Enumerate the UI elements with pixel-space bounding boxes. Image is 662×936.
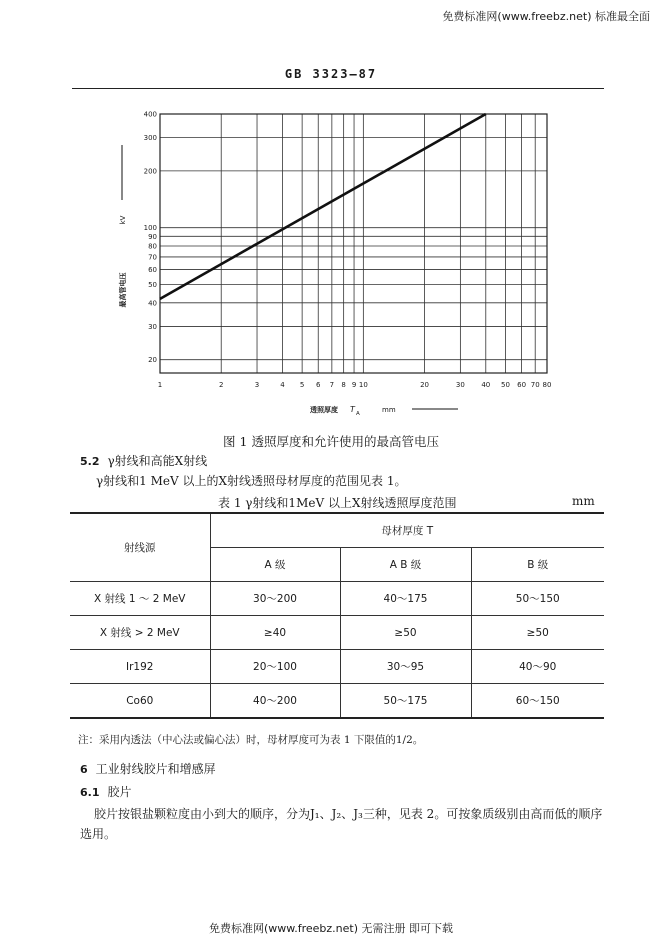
y-tick-label: 40	[148, 299, 157, 308]
site-note-bottom: 免费标准网(www.freebz.net) 无需注册 即可下载	[208, 922, 454, 935]
section-6-number: 6	[80, 763, 88, 776]
x-tick-label: 3	[254, 381, 260, 389]
x-axis-unit: mm	[382, 406, 396, 414]
y-tick-label: 20	[148, 356, 157, 365]
site-note-top: 免费标准网(www.freebz.net) 标准最全面	[442, 10, 650, 23]
x-tick-labels	[158, 381, 552, 389]
cell-grade-ab: ≥50	[340, 616, 471, 650]
cell-grade-a: 40～200	[210, 684, 340, 719]
cell-grade-a: ≥40	[210, 616, 340, 650]
section-5-2-number: 5.2	[80, 455, 100, 468]
cell-grade-a: 20～100	[210, 650, 340, 684]
y-axis-label: 最高管电压	[119, 272, 127, 308]
y-tick-labels	[144, 111, 157, 365]
cell-grade-b: 60～150	[471, 684, 604, 719]
y-tick-label: 300	[143, 134, 157, 143]
y-axis-unit: kV	[119, 215, 127, 225]
cell-grade-ab: 30～95	[340, 650, 471, 684]
voltage-thickness-chart	[100, 100, 570, 422]
x-tick-label: 2	[218, 381, 224, 389]
series-line-max-voltage	[160, 114, 486, 299]
cell-grade-ab: 50～175	[340, 684, 471, 719]
table-row	[70, 582, 604, 616]
thickness-header-text: 母材厚度 T	[381, 525, 434, 537]
section-6-title: 工业射线胶片和增感屏	[95, 762, 216, 776]
section-6-heading	[80, 760, 216, 777]
cell-source: X 射线 1 ～ 2 MeV	[70, 582, 210, 616]
x-tick-label: 5	[299, 381, 305, 389]
cell-grade-b: 50～150	[471, 582, 604, 616]
section-5-2-heading	[80, 452, 207, 469]
figure-caption: 图 1 透照厚度和允许使用的最高管电压	[223, 434, 439, 449]
cell-source: Ir192	[70, 650, 210, 684]
x-tick-label: 20	[420, 381, 430, 389]
x-tick-label: 70	[530, 381, 540, 389]
section-6-1-number: 6.1	[80, 786, 100, 799]
section-5-2-title: γ射线和高能X射线	[107, 454, 208, 468]
table-row	[70, 650, 604, 684]
column-header-grade-b: B 级	[471, 548, 604, 582]
cell-grade-ab: 40～175	[340, 582, 471, 616]
x-tick-label: 8	[341, 381, 346, 389]
y-tick-label: 400	[143, 110, 157, 119]
x-axis-symbol: T	[350, 405, 355, 414]
y-tick-label: 60	[148, 266, 157, 275]
x-tick-label: 30	[455, 381, 465, 389]
column-header-grade-ab: A B 级	[340, 548, 471, 582]
document-id: GB 3323—87	[284, 67, 378, 81]
x-tick-label: 6	[316, 381, 321, 389]
y-tick-label: 100	[143, 224, 157, 233]
x-tick-label: 60	[517, 381, 527, 389]
y-tick-label: 80	[148, 242, 157, 251]
column-header-thickness	[210, 513, 604, 548]
x-tick-label: 40	[481, 381, 491, 389]
column-header-grade-a: A 级	[210, 548, 340, 582]
section-6-1-title: 胶片	[107, 785, 132, 799]
y-tick-label: 30	[148, 322, 157, 331]
table-1-title: 表 1 γ射线和1MeV 以上X射线透照厚度范围	[218, 496, 457, 510]
y-tick-label: 200	[143, 167, 157, 176]
section-6-1-heading	[80, 783, 132, 800]
table-row	[70, 616, 604, 650]
cell-source: Co60	[70, 684, 210, 719]
table-1	[70, 512, 604, 719]
y-tick-label: 90	[148, 232, 157, 241]
table-1-note: 注：采用内透法（中心法或偏心法）时，母材厚度可为表 1 下限值的1/2。	[78, 734, 424, 746]
x-tick-label: 7	[329, 381, 335, 389]
cell-grade-b: ≥50	[471, 616, 604, 650]
section-5-2-text: γ射线和1 MeV 以上的X射线透照母材厚度的范围见表 1。	[96, 474, 407, 488]
x-tick-label: 4	[280, 381, 285, 389]
column-header-source: 射线源	[70, 513, 210, 582]
cell-source: X 射线 > 2 MeV	[70, 616, 210, 650]
header-rule	[72, 88, 604, 89]
x-axis-label: 透照厚度	[310, 406, 338, 414]
cell-grade-a: 30～200	[210, 582, 340, 616]
x-tick-label: 10	[358, 381, 368, 389]
y-tick-label: 70	[148, 253, 157, 262]
x-tick-label: 50	[501, 381, 510, 389]
cell-grade-b: 40～90	[471, 650, 604, 684]
table-1-unit: mm	[572, 494, 595, 508]
x-tick-label: 1	[157, 381, 163, 389]
y-tick-label: 50	[148, 281, 157, 290]
chart-grid	[160, 114, 547, 373]
x-axis-symbol-subscript: A	[356, 411, 360, 417]
plot-frame	[160, 114, 547, 373]
table-row	[70, 684, 604, 719]
x-tick-label: 9	[351, 381, 357, 389]
section-6-1-text: 胶片按银盐颗粒度由小到大的顺序，分为J₁、J₂、J₃三种，见表 2。可按象质级别由高而低的顺序选用。	[80, 807, 603, 841]
x-tick-label: 80	[542, 381, 552, 389]
